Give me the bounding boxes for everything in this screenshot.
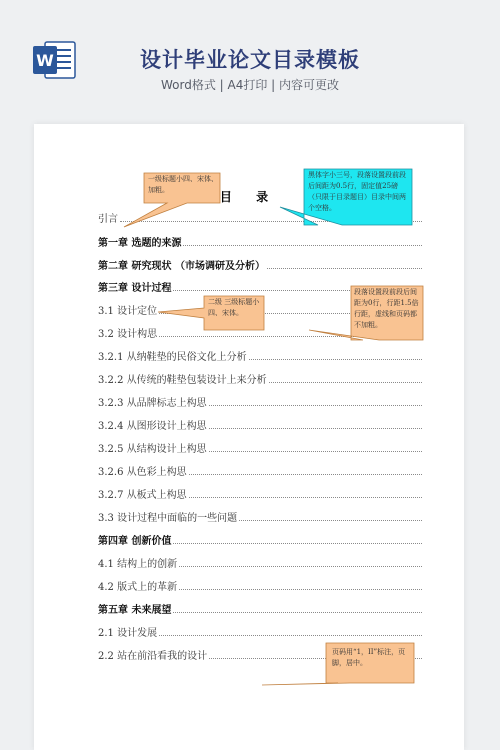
toc-entry-text: 3.2.3 从品牌标志上构思 <box>98 398 207 409</box>
toc-entry-text: 4.1 结构上的创新 <box>98 559 178 570</box>
toc-entry-text: 第四章 创新价值 <box>98 536 172 547</box>
document-page <box>34 124 464 750</box>
callout-page-number-note <box>324 641 416 685</box>
toc-entry-text: 第二章 研究现状 （市场调研及分析） <box>98 261 265 272</box>
toc-leader-dots <box>189 464 422 475</box>
toc-leader-dots <box>189 487 422 498</box>
toc-entry <box>98 394 422 410</box>
toc-entry <box>98 234 422 250</box>
toc-entry <box>98 624 422 640</box>
toc-entry <box>98 257 422 273</box>
toc-leader-dots <box>173 533 422 544</box>
toc-entry-text: 3.2.7 从板式上构思 <box>98 490 187 501</box>
toc-leader-dots <box>267 258 422 269</box>
toc-entry-text: 3.2.6 从色彩上构思 <box>98 467 187 478</box>
toc-entry-text: 3.2.1 从纳鞋垫的民俗文化上分析 <box>98 352 247 363</box>
callout-level1-text: 一级标题小四、宋体、加粗。 <box>148 175 218 194</box>
toc-entry <box>98 440 422 456</box>
toc-leader-dots <box>239 510 422 521</box>
toc-entry-text: 3.2.4 从图形设计上构思 <box>98 421 207 432</box>
toc-entry <box>98 417 422 433</box>
toc-entry <box>98 348 422 364</box>
callout-spacing-text: 段落设置段前段后间距为0行，行距1.5倍行距，虚线和页码都不加粗。 <box>354 288 419 329</box>
toc-entry <box>98 555 422 571</box>
toc-leader-dots <box>173 602 422 613</box>
toc-entry-text: 2.2 站在前沿看我的设计 <box>98 651 208 662</box>
toc-leader-dots <box>209 418 422 429</box>
callout-level23-heading-note <box>202 294 266 332</box>
toc-leader-dots <box>183 235 422 246</box>
callout-level23-text: 二级 三级标题小四、宋体。 <box>208 298 260 317</box>
toc-entry-text: 3.1 设计定位 <box>98 306 158 317</box>
toc-entry <box>98 371 422 387</box>
toc-leader-dots <box>159 625 422 636</box>
toc-entry-text: 第五章 未来展望 <box>98 605 172 616</box>
toc-leader-dots <box>249 349 422 360</box>
toc-leader-dots <box>209 395 422 406</box>
callout-page-number-text: 页码用“1，II”标注，页脚，居中。 <box>332 648 406 667</box>
toc-leader-dots <box>179 556 422 567</box>
page-title: 设计毕业论文目录模板 <box>140 48 360 72</box>
toc-leader-dots <box>209 441 422 452</box>
callout-heading-style-note <box>302 167 414 227</box>
toc-entry <box>98 532 422 548</box>
toc-title: 目 录 <box>219 190 279 204</box>
toc-entry-text: 引言 <box>98 214 118 225</box>
toc-entry-text: 3.2.2 从传统的鞋垫包装设计上来分析 <box>98 375 267 386</box>
toc-entry <box>98 486 422 502</box>
toc-entry-text: 3.2.5 从结构设计上构思 <box>98 444 207 455</box>
toc-entry-text: 3.2 设计构思 <box>98 329 158 340</box>
toc-entry <box>98 601 422 617</box>
page-subtitle: Word格式 | A4打印 | 内容可更改 <box>160 78 340 92</box>
callout-spacing-note <box>349 284 425 342</box>
toc-entry-text: 2.1 设计发展 <box>98 628 158 639</box>
toc-entry-text: 3.3 设计过程中面临的一些问题 <box>98 513 238 524</box>
callout-heading-style-text: 黑体字小三号，段落设置段前段后间距为0.5行，固定值25磅（只限于目录题目）目录中间两个空格。 <box>308 171 406 212</box>
toc-entry-text: 4.2 版式上的革新 <box>98 582 178 593</box>
toc-entry <box>98 578 422 594</box>
toc-entry <box>98 463 422 479</box>
callout-level1-heading-note <box>142 171 222 225</box>
toc-entry-text: 第三章 设计过程 <box>98 283 172 294</box>
toc-leader-dots <box>269 372 422 383</box>
toc-entry <box>98 509 422 525</box>
word-icon-letter: W <box>36 51 54 70</box>
toc-entry-text: 第一章 选题的来源 <box>98 238 182 249</box>
toc-leader-dots <box>179 579 422 590</box>
